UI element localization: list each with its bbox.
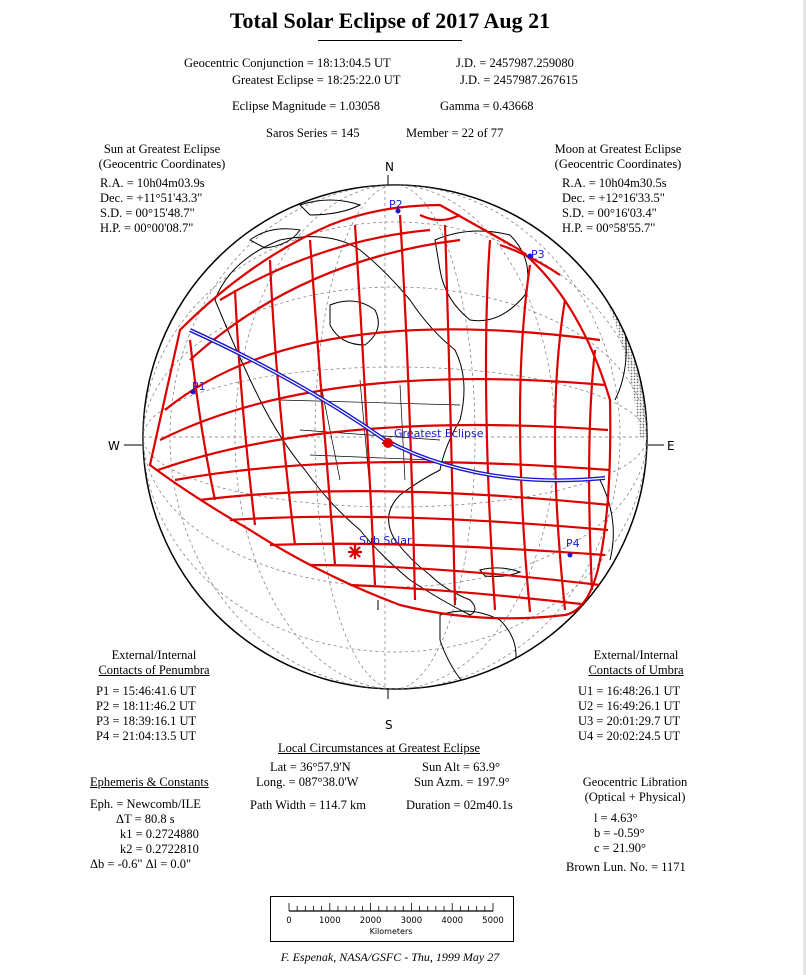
p3-label: P3 (531, 248, 545, 261)
p1-label: P1 (192, 380, 206, 393)
gamma-value: Gamma = 0.43668 (440, 99, 534, 113)
subsolar-label: Sub Solar (359, 534, 412, 547)
local-long: Long. = 087°38.0'W (256, 775, 359, 789)
scale-tick-4000: 4000 (441, 916, 464, 926)
compass-west: W (108, 439, 120, 453)
scale-unit: Kilometers (369, 927, 413, 936)
libration-b: b = -0.59° (594, 826, 645, 840)
p2-label: P2 (389, 198, 403, 211)
local-duration: Duration = 02m40.1s (406, 798, 513, 812)
umbra-u4: U4 = 20:02:24.5 UT (578, 729, 681, 743)
ephemeris-k2: k2 = 0.2722810 (120, 842, 199, 856)
libration-c: c = 21.90° (594, 841, 646, 855)
moon-heading: Moon at Greatest Eclipse (554, 142, 682, 156)
moon-subheading: (Geocentric Coordinates) (554, 157, 682, 171)
compass-south: S (385, 718, 393, 732)
eclipse-magnitude: Eclipse Magnitude = 1.03058 (232, 99, 380, 113)
umbra-heading: External/Internal (593, 648, 679, 662)
penumbra-p4: P4 = 21:04:13.5 UT (96, 729, 197, 743)
local-path-width: Path Width = 114.7 km (250, 798, 366, 812)
umbra-u1: U1 = 16:48:26.1 UT (578, 684, 681, 698)
sun-dec: Dec. = +11°51'43.3" (100, 191, 203, 205)
conjunction-time: Geocentric Conjunction = 18:13:04.5 UT (184, 56, 391, 70)
moon-ra: R.A. = 10h04m30.5s (562, 176, 667, 190)
local-sun-alt: Sun Alt = 63.9° (422, 760, 501, 774)
sun-heading: Sun at Greatest Eclipse (103, 142, 221, 156)
penumbra-p1: P1 = 15:46:41.6 UT (96, 684, 197, 698)
geocentric-libration (566, 775, 704, 875)
scale-tick-2000: 2000 (359, 916, 382, 926)
p4-label: P4 (566, 537, 580, 550)
libration-subheading: (Optical + Physical) (584, 790, 686, 804)
page-title: Total Solar Eclipse of 2017 Aug 21 (229, 8, 551, 33)
penumbra-subheading: Contacts of Penumbra (98, 663, 210, 677)
saros-series: Saros Series = 145 (266, 126, 360, 140)
sun-subheading: (Geocentric Coordinates) (98, 157, 226, 171)
ephemeris-dt: ΔT = 80.8 s (116, 812, 175, 826)
umbra-u2: U2 = 16:49:26.1 UT (578, 699, 681, 713)
local-heading: Local Circumstances at Greatest Eclipse (278, 741, 481, 755)
scale-tick-0: 0 (286, 916, 292, 926)
credit-line: F. Espenak, NASA/GSFC - Thu, 1999 May 27 (280, 950, 500, 964)
moon-sd: S.D. = 00°16'03.4" (562, 206, 657, 220)
greatest-eclipse-time: Greatest Eclipse = 18:25:22.0 UT (232, 73, 401, 87)
brown-lunation: Brown Lun. No. = 1171 (566, 860, 686, 874)
penumbra-p2: P2 = 18:11:46.2 UT (96, 699, 196, 713)
saros-member: Member = 22 of 77 (406, 126, 504, 140)
ephemeris-db-dl: Δb = -0.6" Δl = 0.0" (90, 857, 192, 871)
umbra-subheading: Contacts of Umbra (588, 663, 684, 677)
continents (215, 200, 626, 690)
scale-bar (270, 896, 514, 942)
local-lat: Lat = 36°57.9'N (270, 760, 351, 774)
moon-hp: H.P. = 00°58'55.7" (562, 221, 656, 235)
ephemeris-eph: Eph. = Newcomb/ILE (90, 797, 201, 811)
libration-heading: Geocentric Libration (582, 775, 688, 789)
greatest-eclipse-jd: J.D. = 2457987.267615 (460, 73, 578, 87)
p4-point (568, 553, 573, 558)
penumbral-grid (150, 205, 610, 618)
greatest-eclipse-label: Greatest Eclipse (394, 427, 484, 440)
scale-tick-5000: 5000 (482, 916, 504, 926)
compass-east: E (667, 439, 675, 453)
scale-ruler (271, 897, 513, 941)
penumbra-p3: P3 = 18:39:16.1 UT (96, 714, 197, 728)
local-sun-azm: Sun Azm. = 197.9° (414, 775, 510, 789)
moon-dec: Dec. = +12°16'33.5" (562, 191, 665, 205)
umbra-u3: U3 = 20:01:29.7 UT (578, 714, 681, 728)
subsolar-marker (348, 545, 362, 559)
scale-tick-1000: 1000 (318, 916, 341, 926)
sun-sd: S.D. = 00°15'48.7" (100, 206, 195, 220)
libration-l: l = 4.63° (594, 811, 638, 825)
conjunction-jd: J.D. = 2457987.259080 (456, 56, 574, 70)
sun-hp: H.P. = 00°00'08.7" (100, 221, 194, 235)
sun-ra: R.A. = 10h04m03.9s (100, 176, 205, 190)
ephemeris-k1: k1 = 0.2724880 (120, 827, 199, 841)
compass-north: N (385, 160, 394, 174)
penumbra-heading: External/Internal (111, 648, 197, 662)
umbra-contacts (574, 648, 698, 744)
ephemeris-constants (90, 775, 209, 872)
scale-tick-3000: 3000 (400, 916, 423, 926)
ephemeris-heading: Ephemeris & Constants (90, 775, 209, 789)
penumbra-contacts (90, 648, 218, 744)
